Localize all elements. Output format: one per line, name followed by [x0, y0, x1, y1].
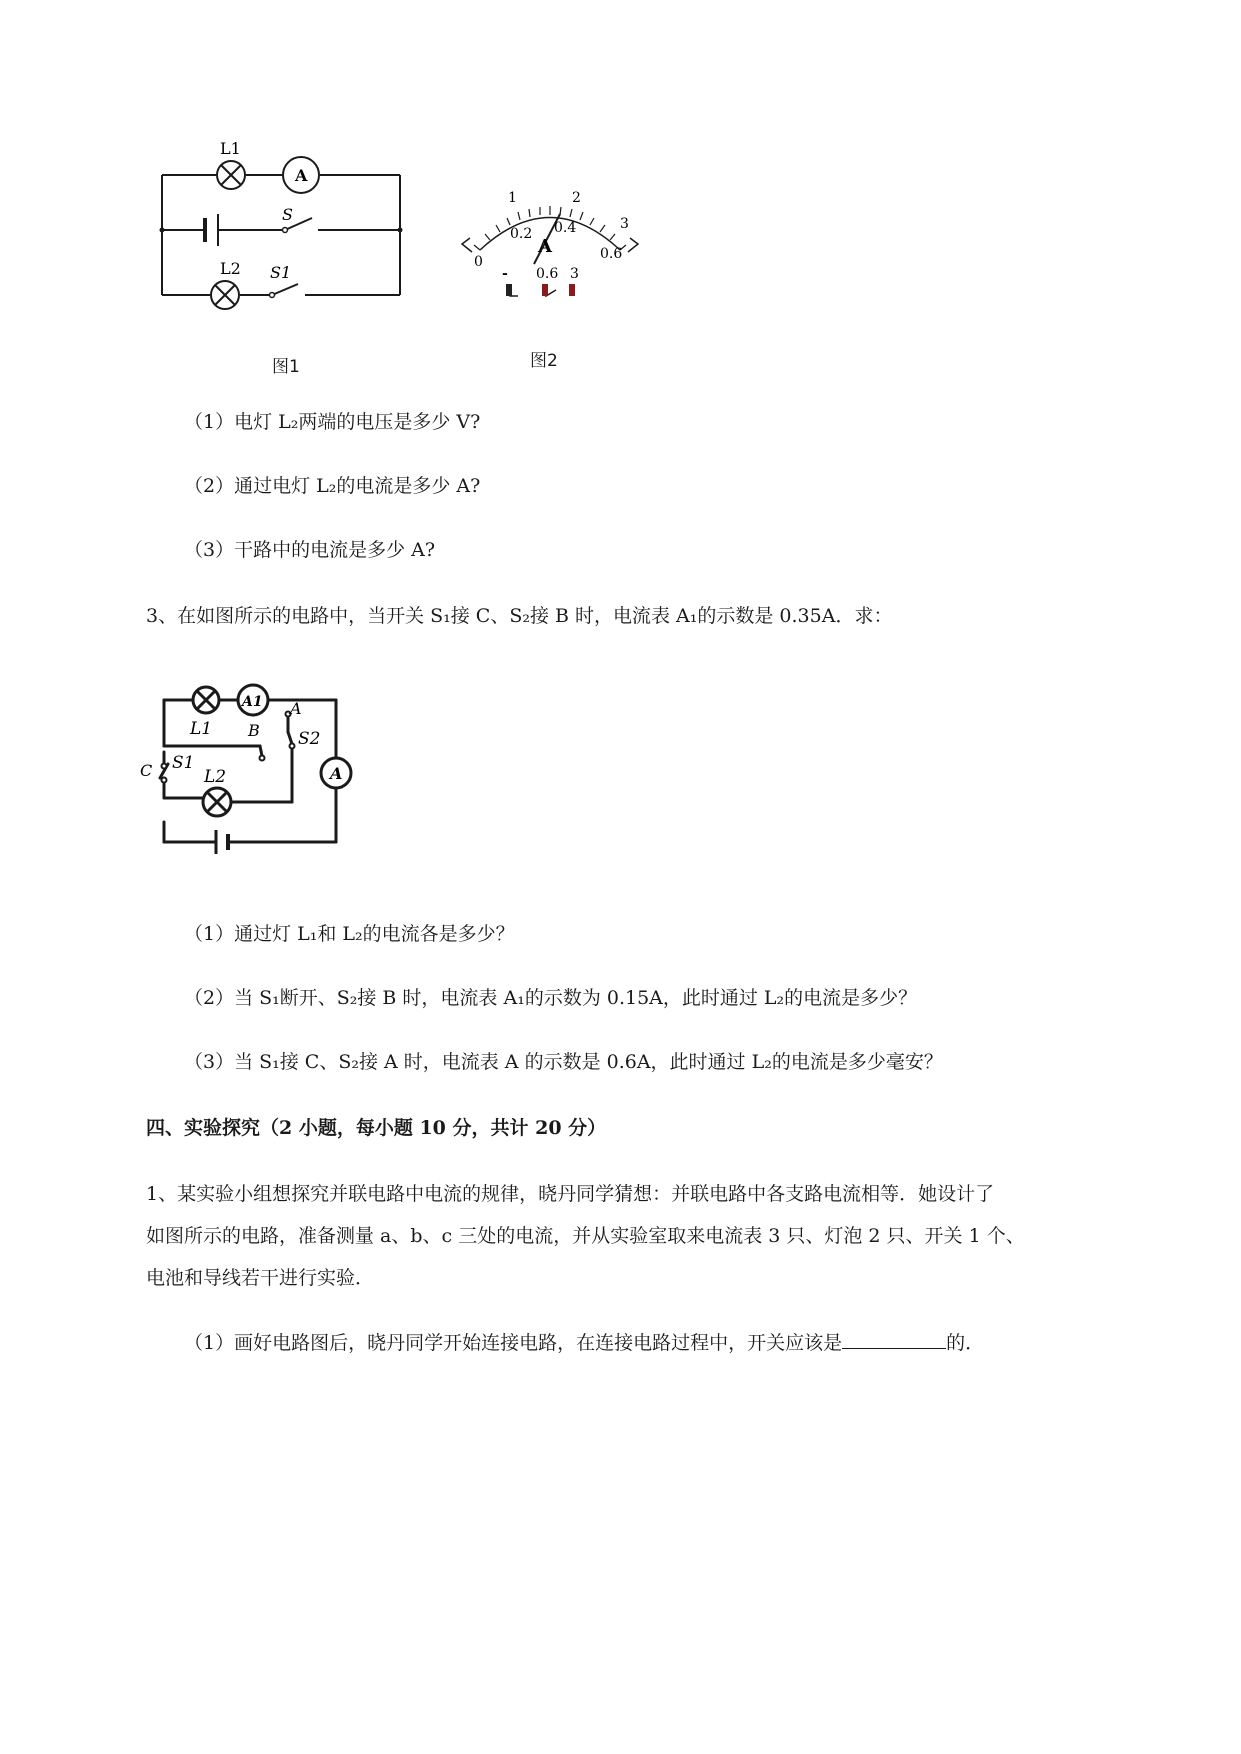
s4-q1-sub1: [184, 1330, 984, 1355]
dial-bottom-0.4: 0.4: [554, 220, 577, 236]
ammeter-dial-figure-2: [450, 190, 650, 330]
circuit-figure-3: [140, 672, 380, 862]
fig1-label-ammeter: A: [295, 166, 308, 185]
dial-top-1: 1: [508, 190, 517, 206]
q3-sub1: （1）通过灯 L₁和 L₂的电流各是多少？: [184, 923, 515, 945]
answer-blank[interactable]: [842, 1330, 946, 1349]
fig1-label-l1: L1: [220, 140, 241, 158]
fig3-label-a1: A1: [242, 694, 263, 710]
dial-bottom-0: 0: [474, 254, 483, 270]
dial-unit: A: [538, 236, 552, 257]
fig1-label-l2: L2: [220, 259, 241, 278]
terminal-negative-label: -: [502, 266, 508, 282]
fig3-label-l1: L1: [190, 719, 213, 739]
q3-sub2: （2）当 S₁断开、S₂接 B 时，电流表 A₁的示数为 0.15A，此时通过 L₂的电流是多少？: [184, 987, 918, 1009]
fig3-label-point-a: A: [290, 699, 302, 718]
dial-top-2: 2: [572, 190, 581, 206]
q3-sub3: （3）当 S₁接 C、S₂接 A 时，电流表 A 的示数是 0.6A，此时通过 L₂的电流是多少毫安？: [184, 1051, 943, 1073]
fig1-label-s: S: [282, 205, 293, 224]
dial-bottom-0.6: 0.6: [600, 246, 623, 262]
s4-q1-line1: 1、某实验小组想探究并联电路中电流的规律，晓丹同学猜想：并联电路中各支路电流相等．她设计了: [146, 1183, 995, 1205]
fig3-label-l2: L2: [204, 767, 227, 787]
s4-q1-sub1-end: 的．: [946, 1332, 985, 1354]
fig1-label-s1: S1: [270, 263, 292, 282]
fig3-label-s2: S2: [298, 729, 321, 749]
q2-sub2: （2）通过电灯 L₂的电流是多少 A?: [184, 475, 481, 497]
terminal-3-label: 3: [570, 266, 579, 282]
s4-q1-line2: 如图所示的电路，准备测量 a、b、c 三处的电流，并从实验室取来电流表 3 只、灯泡 2 只、开关 1 个、: [146, 1225, 1025, 1247]
q2-sub3: （3）干路中的电流是多少 A?: [184, 539, 436, 561]
s4-q1-line3: 电池和导线若干进行实验．: [146, 1267, 375, 1289]
circuit-figure-1: [150, 140, 410, 340]
dial-bottom-0.2: 0.2: [510, 226, 533, 242]
figure-1-caption: 图1: [272, 357, 300, 377]
fig3-label-c: C: [140, 761, 153, 780]
fig3-label-b: B: [248, 721, 260, 740]
q3-stem: 3、在如图所示的电路中，当开关 S₁接 C、S₂接 B 时，电流表 A₁的示数是 0.35A．求：: [146, 605, 893, 627]
section-4-heading: 四、实验探究（2 小题，每小题 10 分，共计 20 分）: [146, 1117, 607, 1139]
terminal-0.6-label: 0.6: [536, 266, 559, 282]
s4-q1-sub1-text: （1）画好电路图后，晓丹同学开始连接电路，在连接电路过程中，开关应该是: [184, 1332, 843, 1354]
fig3-label-s1: S1: [172, 753, 195, 773]
q2-sub1: （1）电灯 L₂两端的电压是多少 V?: [184, 411, 481, 433]
figure-2-caption: 图2: [530, 351, 558, 371]
dial-top-3: 3: [620, 216, 629, 232]
fig3-label-a: A: [330, 764, 343, 783]
